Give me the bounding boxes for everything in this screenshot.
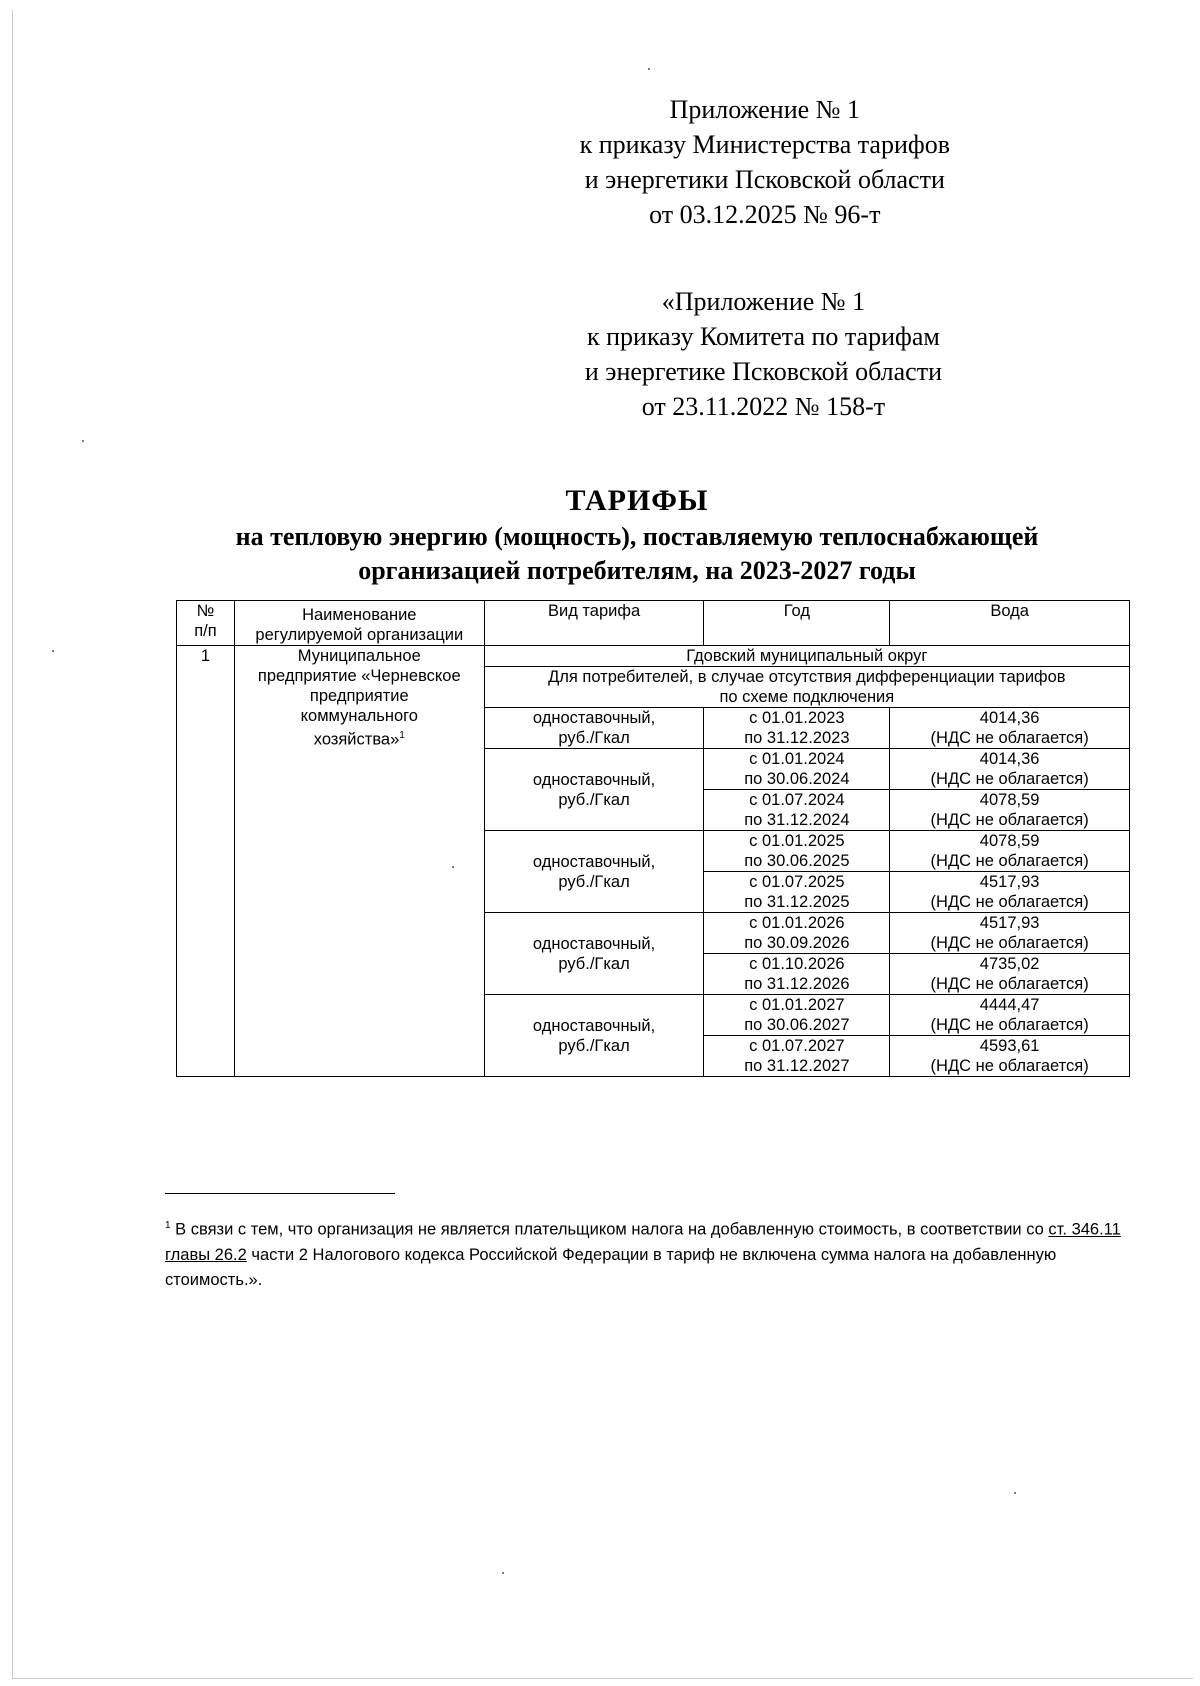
period-from: с 01.01.2027 — [749, 996, 845, 1014]
period-to: по 31.12.2024 — [744, 811, 850, 829]
period-to: по 30.09.2026 — [744, 934, 850, 952]
tariff-value: 4014,36 — [979, 709, 1040, 727]
tariff-type — [484, 913, 704, 995]
table-header-row — [177, 601, 1130, 646]
vat-note: (НДС не облагается) — [930, 934, 1089, 952]
district-cell: Гдовский муниципальный округ — [484, 646, 1129, 667]
footnote-separator — [165, 1193, 395, 1194]
period-cell — [704, 790, 890, 831]
footnote-text: части 2 Налогового кодекса Российской Федерации в тариф не включена сумма налога на добавленную стоимость.». — [165, 1245, 1057, 1289]
header-line: и энергетики Псковской области — [584, 165, 945, 194]
period-from: с 01.07.2025 — [749, 873, 845, 891]
org-line — [238, 726, 481, 750]
title-line: на тепловую энергию (мощность), поставляемую теплоснабжающей — [235, 522, 1039, 551]
footnote-text: В связи с тем, что организация не является плательщиком налога на добавленную стоимость, в соответствии со — [170, 1220, 1049, 1239]
vat-note: (НДС не облагается) — [930, 1016, 1089, 1034]
period-cell — [704, 995, 890, 1036]
tariff-value: 4735,02 — [979, 955, 1040, 973]
organization-name — [234, 646, 484, 1077]
tariff-value: 4078,59 — [979, 791, 1040, 809]
footnote — [165, 1213, 1133, 1293]
vat-note: (НДС не облагается) — [930, 893, 1089, 911]
header-type: Вид тарифа — [484, 601, 704, 646]
period-from: с 01.07.2027 — [749, 1037, 845, 1055]
org-line: коммунального — [300, 707, 418, 725]
header-water: Вода — [890, 601, 1130, 646]
value-cell — [890, 1036, 1130, 1077]
period-cell — [704, 954, 890, 995]
header-line: к приказу Министерства тарифов — [579, 130, 950, 159]
value-cell — [890, 872, 1130, 913]
header-year: Год — [704, 601, 890, 646]
value-cell — [890, 995, 1130, 1036]
value-cell — [890, 831, 1130, 872]
header-line: «Приложение № 1 — [661, 287, 866, 316]
tariff-type-line: руб./Гкал — [558, 954, 630, 973]
tariff-type-line: одноставочный, — [532, 770, 656, 789]
header-line: от 03.12.2025 № 96-т — [649, 200, 881, 229]
table-row — [177, 646, 1130, 667]
org-line: предприятие — [309, 687, 409, 705]
period-cell — [704, 872, 890, 913]
consumer-group-line: Для потребителей, в случае отсутствия дифференциации тарифов — [548, 668, 1066, 686]
tariff-value: 4078,59 — [979, 832, 1040, 850]
period-to: по 30.06.2024 — [744, 770, 850, 788]
org-line: предприятие «Черневское — [257, 667, 461, 685]
period-from: с 01.07.2024 — [749, 791, 845, 809]
period-from: с 01.01.2025 — [749, 832, 845, 850]
period-cell — [704, 708, 890, 749]
period-from: с 01.01.2023 — [749, 709, 845, 727]
header-line: и энергетике Псковской области — [584, 357, 942, 386]
value-cell — [890, 749, 1130, 790]
period-cell — [704, 913, 890, 954]
row-number: 1 — [177, 646, 235, 1077]
period-cell — [704, 1036, 890, 1077]
header-line: от 23.11.2022 № 158-т — [641, 392, 886, 421]
header-line: Приложение № 1 — [669, 95, 860, 124]
tariff-value: 4444,47 — [979, 996, 1040, 1014]
scan-speck — [502, 1572, 504, 1574]
original-appendix-header — [585, 284, 942, 424]
vat-note: (НДС не облагается) — [930, 811, 1089, 829]
title-line: организацией потребителям, на 2023-2027 годы — [358, 556, 916, 585]
period-cell — [704, 749, 890, 790]
tariff-type — [484, 831, 704, 913]
period-to: по 31.12.2027 — [744, 1057, 850, 1075]
period-cell — [704, 831, 890, 872]
tariff-type-line: руб./Гкал — [558, 1036, 630, 1055]
tariff-type-line: руб./Гкал — [558, 790, 630, 809]
tariff-value: 4014,36 — [979, 750, 1040, 768]
tariff-type — [484, 708, 704, 749]
org-line-text: хозяйства» — [313, 730, 400, 749]
consumer-group-cell — [484, 667, 1129, 708]
header-org-line: Наименование — [302, 606, 417, 624]
period-from: с 01.01.2024 — [749, 750, 845, 768]
tariff-type-line: одноставочный, — [532, 934, 656, 953]
period-to: по 30.06.2027 — [744, 1016, 850, 1034]
header-line: к приказу Комитета по тарифам — [586, 322, 940, 351]
header-num-line: п/п — [194, 622, 217, 640]
period-to: по 31.12.2025 — [744, 893, 850, 911]
value-cell — [890, 954, 1130, 995]
title-main: ТАРИФЫ — [565, 484, 709, 517]
value-cell — [890, 708, 1130, 749]
vat-note: (НДС не облагается) — [930, 852, 1089, 870]
footnote-number: 1 — [165, 1220, 171, 1231]
approval-header — [580, 92, 950, 232]
tariff-type-line: руб./Гкал — [558, 872, 630, 891]
law-article-link[interactable]: ст. 346.11 главы 26.2 — [165, 1220, 1121, 1264]
period-from: с 01.10.2026 — [749, 955, 845, 973]
scan-speck — [1014, 1492, 1016, 1494]
tariff-type — [484, 749, 704, 831]
tariff-type-line: одноставочный, — [532, 1016, 656, 1035]
tariff-value: 4593,61 — [979, 1037, 1040, 1055]
tariffs-table — [176, 600, 1130, 1077]
vat-note: (НДС не облагается) — [930, 975, 1089, 993]
header-num — [177, 601, 235, 646]
vat-note: (НДС не облагается) — [930, 770, 1089, 788]
footnote-mark: 1 — [399, 730, 405, 741]
period-to: по 31.12.2023 — [744, 729, 850, 747]
header-num-line: № — [196, 602, 215, 620]
scan-speck — [52, 650, 54, 652]
header-org-line: регулируемой организации — [255, 626, 464, 644]
value-cell — [890, 913, 1130, 954]
document-title — [0, 482, 1200, 588]
header-org — [234, 601, 484, 646]
value-cell — [890, 790, 1130, 831]
period-to: по 30.06.2025 — [744, 852, 850, 870]
vat-note: (НДС не облагается) — [930, 1057, 1089, 1075]
tariff-type — [484, 995, 704, 1077]
org-line: Муниципальное — [297, 647, 421, 665]
vat-note: (НДС не облагается) — [930, 729, 1089, 747]
consumer-group-line: по схеме подключения — [719, 688, 895, 706]
tariff-value: 4517,93 — [979, 873, 1040, 891]
tariff-type-line: одноставочный, — [532, 709, 656, 727]
tariff-value: 4517,93 — [979, 914, 1040, 932]
period-to: по 31.12.2026 — [744, 975, 850, 993]
period-from: с 01.01.2026 — [749, 914, 845, 932]
scan-speck — [648, 68, 650, 70]
scan-speck — [82, 440, 84, 442]
tariff-type-line: одноставочный, — [532, 852, 656, 871]
tariff-type-line: руб./Гкал — [558, 729, 630, 747]
scan-speck — [452, 866, 454, 868]
